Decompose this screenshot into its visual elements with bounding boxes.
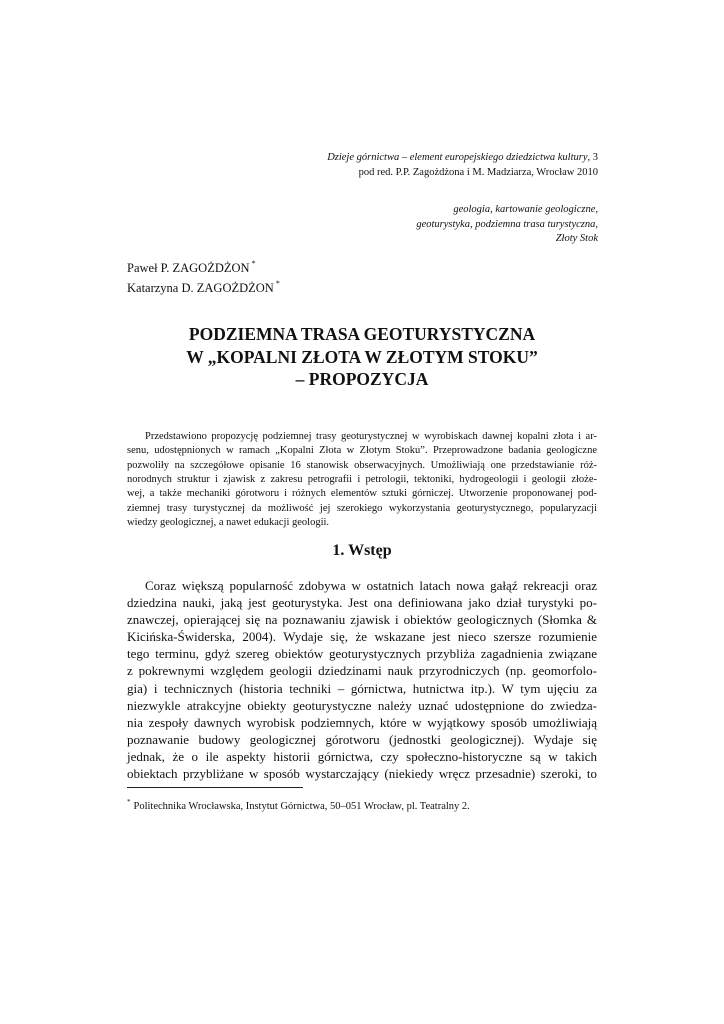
- footnote-text: Politechnika Wrocławska, Instytut Górnictwa, 50–051 Wrocław, pl. Teatralny 2.: [133, 801, 470, 812]
- abstract-line: Przedstawiono propozycję podziemnej trasy geoturystycznej w wyrobiskach dawnej kopalni złota i ar-: [145, 431, 597, 442]
- series-line-2: pod red. P.P. Zagożdżona i M. Madziarza, Wrocław 2010: [358, 166, 598, 178]
- body-text: [127, 577, 597, 782]
- body-line: Kicińska-Świderska, 2004). Wydaje się, że wskazane jest nieco szersze rozumienie: [127, 629, 597, 645]
- body-line: Coraz większą popularność zdobywa w ostatnich latach nowa gałąź rekreacji oraz: [145, 578, 597, 593]
- keyword-line: Złoty Stok: [555, 233, 598, 244]
- title-line: PODZIEMNA TRASA GEOTURYSTYCZNA: [188, 324, 536, 344]
- author: Paweł P. ZAGOŻDŻON *: [127, 259, 256, 275]
- abstract-line: ziemnej trasy turystycznej da możliwość jej szerokiego wykorzystania geoturystycznego, popularyzacji: [127, 502, 597, 514]
- keywords: [416, 203, 598, 247]
- author: Katarzyna D. ZAGOŻDŻON *: [127, 279, 280, 295]
- body-line: gia) i technicznych (historia techniki – górnictwa, hutnictwa itp.). W tym ujęciu za: [127, 680, 597, 696]
- abstract: [127, 430, 597, 530]
- title-line: W „KOPALNI ZŁOTA W ZŁOTYM STOKU”: [186, 346, 538, 367]
- abstract-line: wiedzy geologicznej, a nawet edukacji geologii.: [127, 517, 330, 529]
- footnote-divider: [127, 787, 303, 788]
- abstract-line: pozwoliły na szczegółowe opisanie 16 stanowisk obserwacyjnych. Umożliwiają one przedstawianie róż-: [127, 459, 597, 471]
- body-line: z pokrewnymi względem geologii dziedzinami nauk przyrodniczych (np. geomorfolo-: [127, 663, 597, 679]
- body-line: obiektach przybliżane w sposób wystarczający (niekiedy wręcz przesadnie) szeroki, to: [127, 766, 597, 782]
- affiliation-mark: *: [275, 279, 280, 288]
- body-line: tego terminu, gdyż szereg obiektów geoturystycznych przybliża zagadnienia związane: [127, 646, 597, 662]
- series-line-1: Dzieje górnictwa – element europejskiego dziedzictwa kultury, 3: [327, 152, 598, 163]
- body-line: poznawanie budowy geologicznej górotworu (jednostki geologicznej). Wydaje się: [127, 731, 597, 747]
- authors: [127, 256, 280, 296]
- body-line: znawczej, opierającej się na poznawaniu zjawisk i obiektów geologicznych (Słomka &: [127, 612, 597, 628]
- body-line: jednak, że o ile aspekty historii górnictwa, czy społeczno-historyczne są w takich: [127, 748, 597, 764]
- abstract-line: wej, a także mechaniki górotworu i różnych elementów sztuki górniczej. Utworzenie proponowanej pod-: [127, 488, 597, 500]
- keyword-line: geologia, kartowanie geologiczne,: [453, 204, 598, 215]
- abstract-line: senu, udostępnionych w ramach „Kopalni Złota w Złotym Stoku”. Przeprowadzone badania geologiczne: [127, 445, 597, 457]
- section-heading: 1. Wstęp: [332, 542, 392, 559]
- body-line: dziedzina nauki, jaką jest geoturystyka. Jest ona definiowana jako dział turystyki po-: [127, 595, 597, 611]
- paper-title: [127, 323, 597, 391]
- keyword-line: geoturystyka, podziemna trasa turystyczna,: [416, 218, 598, 230]
- footnote: [127, 796, 470, 813]
- footnote-mark: *: [127, 798, 131, 806]
- series-info: [327, 151, 598, 180]
- title-line: – PROPOZYCJA: [295, 369, 429, 389]
- affiliation-mark: *: [251, 259, 256, 268]
- body-line: nia zespoły dawnych wyrobisk podziemnych, które w wyjątkowy sposób umożliwiają: [127, 714, 597, 730]
- body-line: niezwykle atrakcyjne obiekty geoturystyczne należy uznać udostępnione do zwiedza-: [127, 697, 597, 713]
- abstract-line: norodnych struktur i zjawisk z zakresu petrografii i petrologii, tektoniki, hydrogeologii i geologii złoże-: [127, 474, 597, 486]
